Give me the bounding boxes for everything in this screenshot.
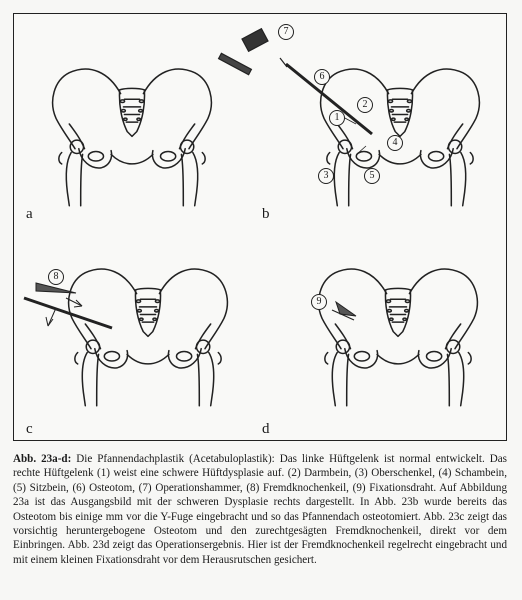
pelvis-drawing-c	[69, 269, 228, 406]
figure-frame	[13, 13, 507, 441]
figure-caption	[13, 452, 507, 567]
panel-label-d: d	[262, 421, 270, 437]
bend-arrow-icon	[48, 308, 56, 326]
marker-hammer: 7	[278, 24, 294, 40]
pelvis-drawing-a	[53, 69, 212, 206]
marker-wedge: 8	[48, 269, 64, 285]
marker-darmbein: 2	[357, 97, 373, 113]
panel-label-b: b	[262, 206, 270, 222]
marker-schambein: 4	[387, 135, 403, 151]
panel-label-c: c	[26, 421, 33, 437]
marker-oberschenkel: 3	[318, 168, 334, 184]
caption-text: Die Pfannendachplastik (Acetabuloplastik): Das linke Hüftgelenk ist normal entwickelt. Das rechte Hüftgelenk (1) weist eine schwere Hüftdysplasie auf. (2) Darmbein, (3) Oberschenkel, (4) Schambein, (5) Sitzbein, (6) Osteotom, (7) Operationshammer, (8) Fremdknochenkeil, (9) Fixationsdraht. Auf Abbildung 23a ist das Ausgangsbild mit der schweren Dysplasie rechts dargestellt. In Abb. 23b wurde bereits das Osteotom bis einige mm vor die Y-Fuge eingebracht und so das Pfannendach osteotomiert. Abb. 23c zeigt das vorsichtig heruntergebogene Osteotom und den zurechtgesägten Fremdknochenkeil, direkt vor dem Einbringen. Abb. 23d zeigt das Operationsergebnis. Hier ist der Fremdknochenkeil regelrecht eingebracht und mit einem kleinen Fixationsdraht vor dem Herausrutschen gesichert.	[13, 453, 507, 566]
marker-drahtnummer: 9	[311, 294, 327, 310]
pelvis-drawing-d	[319, 269, 478, 406]
hammer-icon	[219, 29, 268, 75]
pelvis-illustrations	[14, 14, 508, 442]
panel-label-a: a	[26, 206, 33, 222]
marker-osteotome: 6	[314, 69, 330, 85]
wedge-inserted	[336, 302, 356, 316]
marker-sitzbein: 5	[364, 168, 380, 184]
marker-huftgelenk: 1	[329, 110, 345, 126]
caption-title: Abb. 23a-d:	[13, 453, 72, 465]
